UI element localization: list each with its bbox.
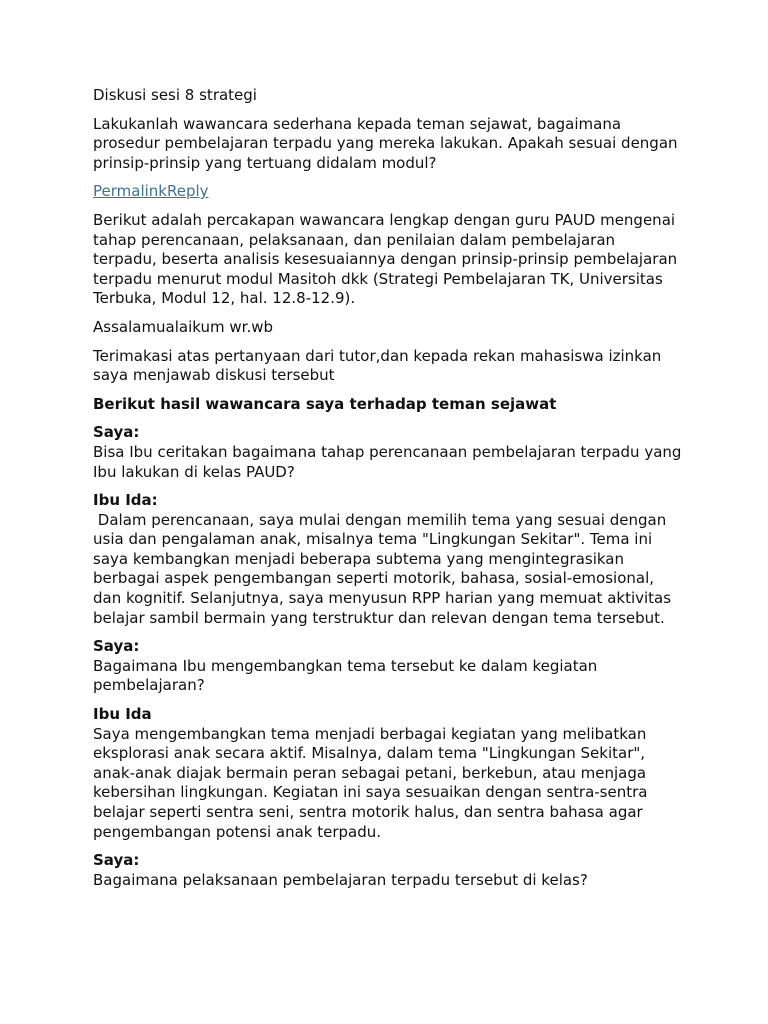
post-links <box>93 182 683 202</box>
document-title: Diskusi sesi 8 strategi <box>93 86 257 104</box>
speaker-label: Saya: <box>93 423 140 442</box>
discussion-prompt: Lakukanlah wawancara sederhana kepada teman sejawat, bagaimana prosedur pembelajaran terpadu yang mereka lakukan. Apakah sesuai dengan prinsip-prinsip yang tertuang didalam modul? <box>93 114 678 172</box>
reply-link[interactable]: Reply <box>166 182 209 201</box>
speaker-label: Saya: <box>93 637 140 656</box>
dialogue-text: Bisa Ibu ceritakan bagaimana tahap perencanaan pembelajaran terpadu yang Ibu lakukan di kelas PAUD? <box>93 442 682 481</box>
greeting-paragraph: Assalamualaikum wr.wb <box>93 317 274 336</box>
dialogue-text: Dalam perencanaan, saya mulai dengan memilih tema yang sesuai dengan usia dan pengalaman anak, misalnya tema "Lingkungan Sekitar". Tema ini saya kembangkan menjadi beberapa subtema yang mengintegrasikan berbagai aspek pengembangan seperti motorik, bahasa, sosial-emosional, dan kognitif. Selanjutnya, saya menyusun RPP harian yang memuat aktivitas belajar sambil bermain yang terstruktur dan relevan dengan tema tersebut. <box>93 510 676 627</box>
dialogue-entry <box>93 491 683 628</box>
speaker-label: Saya: <box>93 851 140 870</box>
interview-heading: Berikut hasil wawancara saya terhadap teman sejawat <box>93 394 557 413</box>
permalink-link[interactable]: Permalink <box>93 182 167 201</box>
dialogue-entry <box>93 637 683 696</box>
dialogue-entry <box>93 705 683 842</box>
document-body <box>93 86 683 899</box>
dialogue-text: Bagaimana Ibu mengembangkan tema tersebut ke dalam kegiatan pembelajaran? <box>93 656 598 695</box>
dialogue-text: Saya mengembangkan tema menjadi berbagai kegiatan yang melibatkan eksplorasi anak secara aktif. Misalnya, dalam tema "Lingkungan Sekitar", anak-anak diajak bermain peran sebagai petani, berkebun, atau menjaga kebersihan lingkungan. Kegiatan ini saya sesuaikan dengan sentra-sentra belajar seperti sentra seni, sentra motorik halus, dan sentra bahasa agar pengembangan potensi anak terpadu. <box>93 724 648 841</box>
thanks-paragraph: Terimakasi atas pertanyaan dari tutor,dan kepada rekan mahasiswa izinkan saya menjawab diskusi tersebut <box>93 346 662 385</box>
dialogue-text: Bagaimana pelaksanaan pembelajaran terpadu tersebut di kelas? <box>93 870 588 889</box>
speaker-label: Ibu Ida <box>93 705 152 724</box>
speaker-label: Ibu Ida: <box>93 491 158 510</box>
intro-paragraph: Berikut adalah percakapan wawancara lengkap dengan guru PAUD mengenai tahap perencanaan, pelaksanaan, dan penilaian dalam pembelajaran terpadu, beserta analisis kesesuaiannya dengan prinsip-prinsip pembelajaran terpadu menurut modul Masitoh dkk (Strategi Pembelajaran TK, Universitas Terbuka, Modul 12, hal. 12.8-12.9). <box>93 210 678 308</box>
dialogue-entry <box>93 851 683 890</box>
dialogue-entry <box>93 423 683 482</box>
